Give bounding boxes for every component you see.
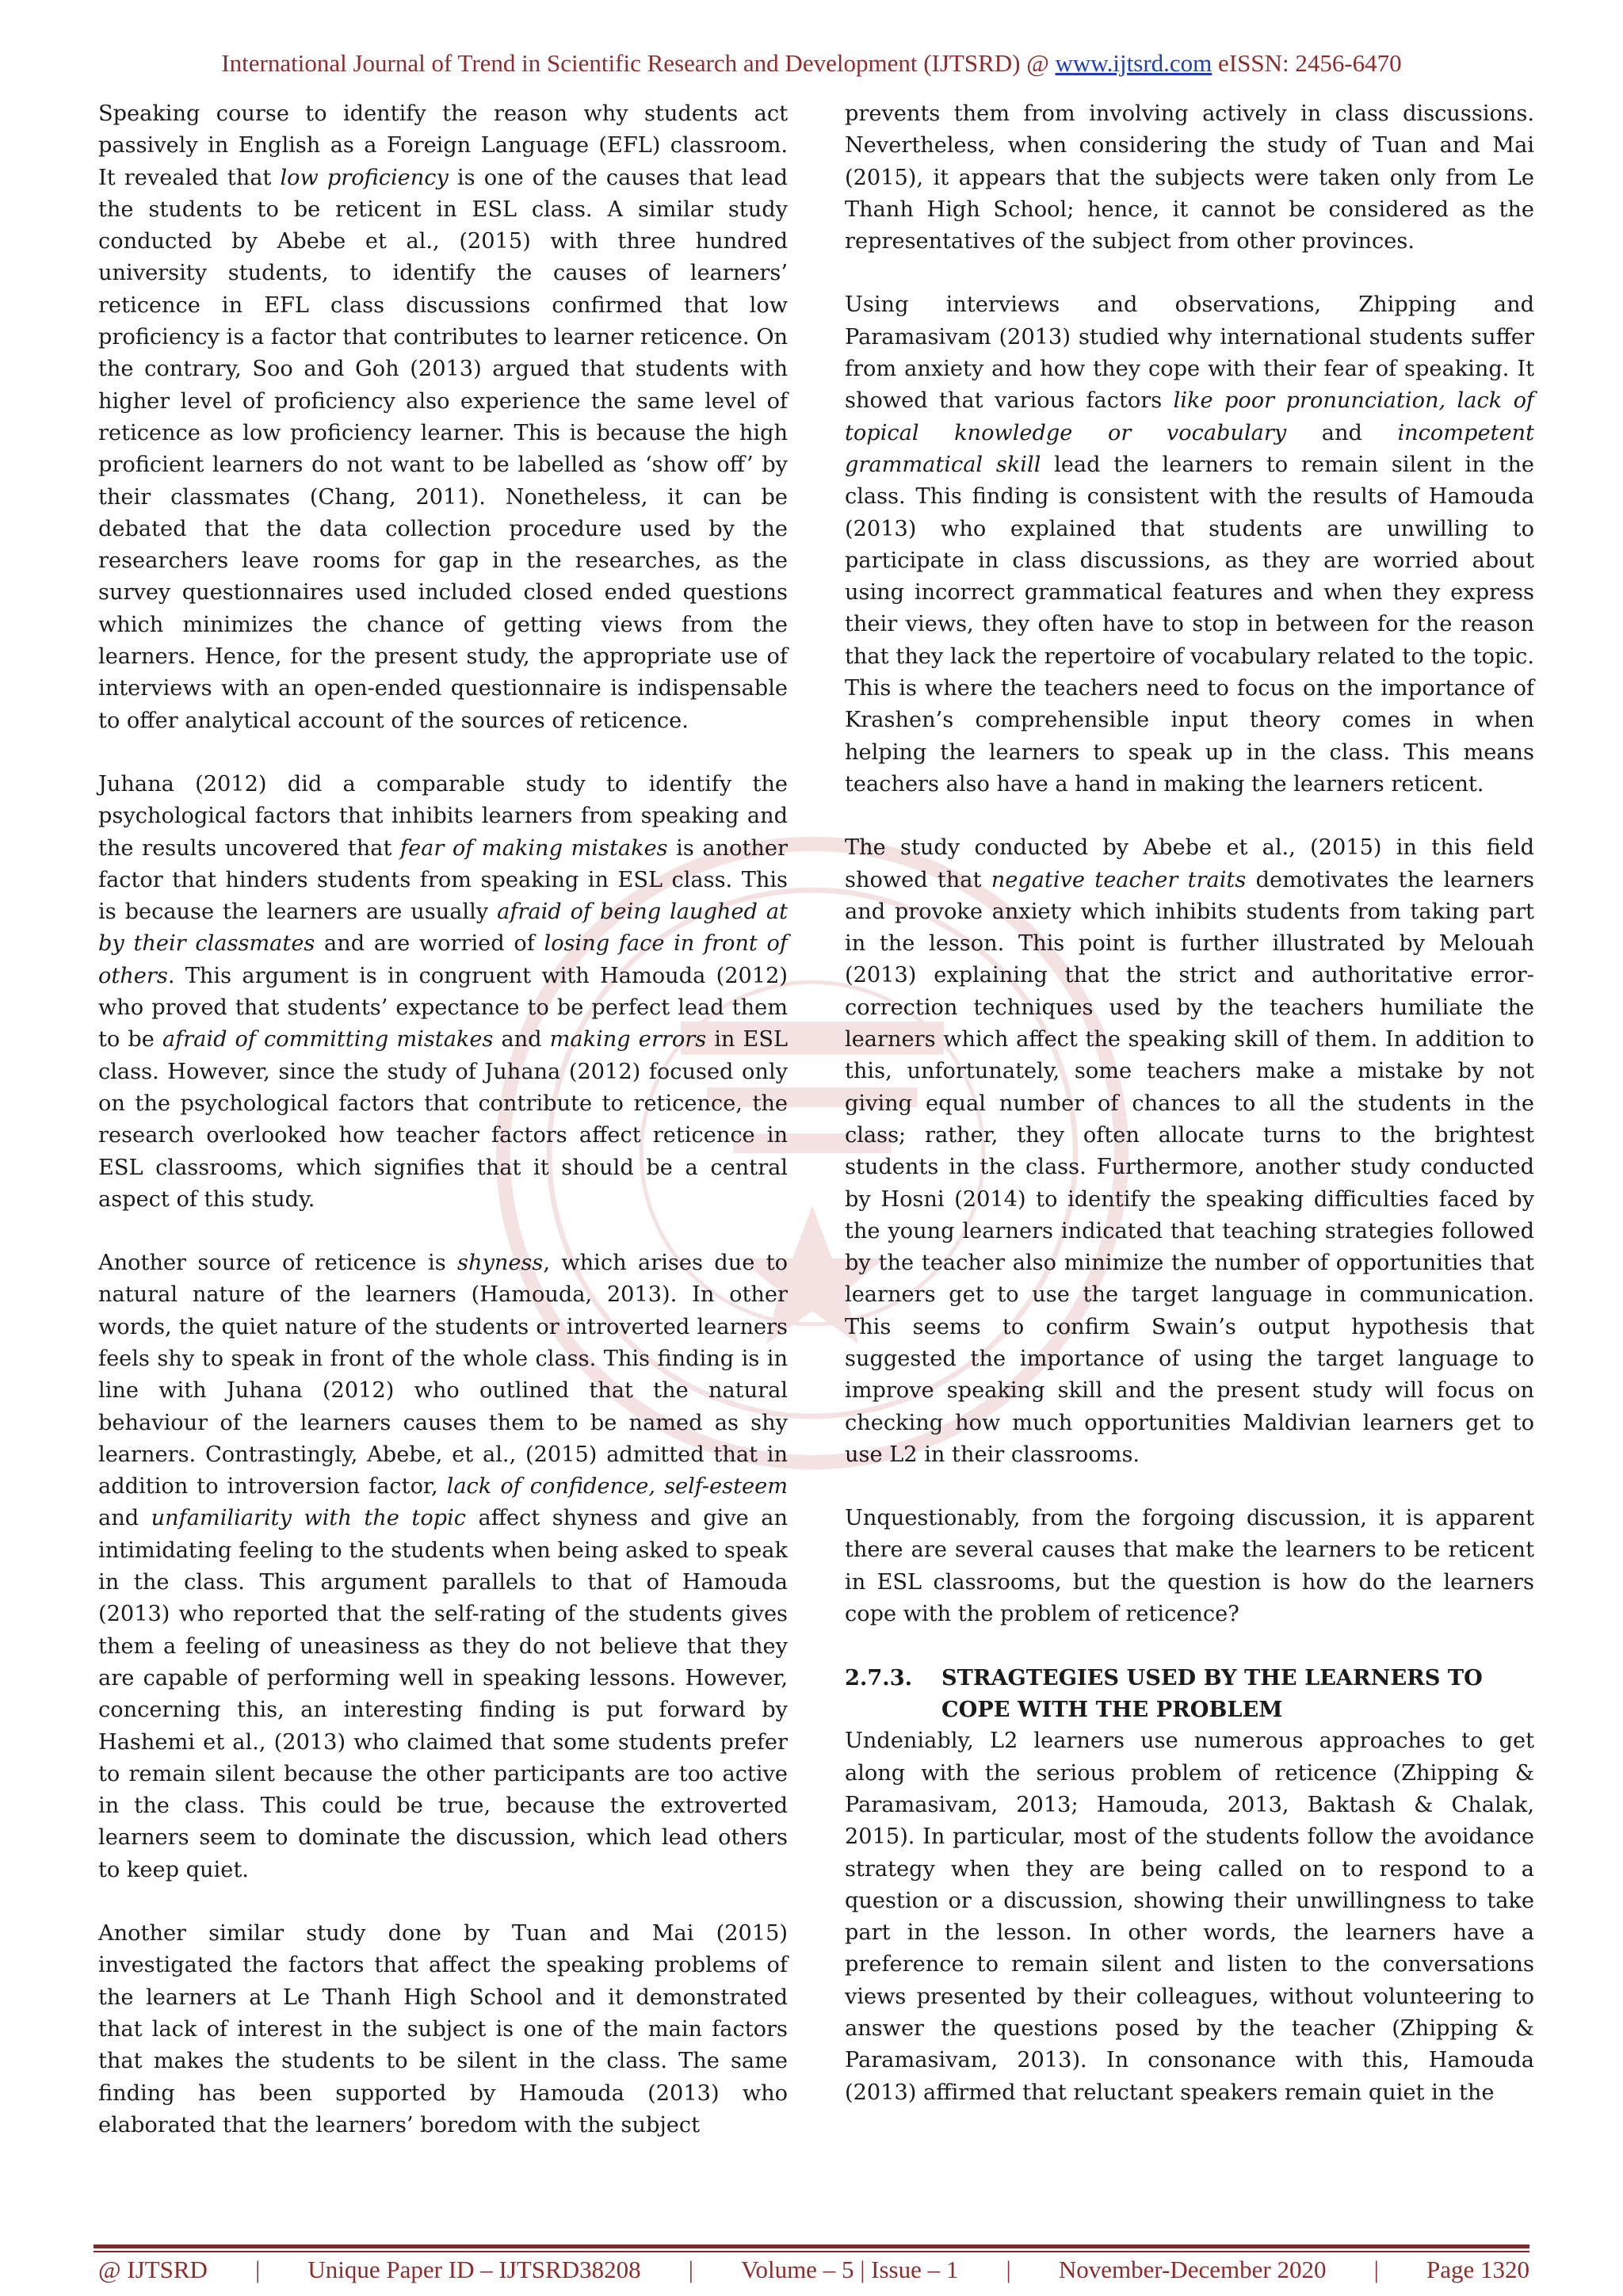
footer-separator: | xyxy=(1373,2256,1379,2283)
eissn: eISSN: 2456-6470 xyxy=(1218,49,1402,77)
footer-separator: | xyxy=(1006,2256,1011,2283)
paragraph: prevents them from involving actively in class discussions. Nevertheless, when considering the study of Tuan and Mai (2015), it appears that the subjects were taken only from Le Thanh High School; hence, it cannot be considered as the representatives of the subject from other provinces. xyxy=(845,101,1534,254)
paragraph: Another similar study done by Tuan and Mai (2015) investigated the factors that affect the speaking problems of the learners at Le Thanh High School and it demonstrated that lack of interest in the subject is one of the main factors that makes the students to be silent in the class. The same finding has been supported by Hamouda (2013) who elaborated that the learners’ boredom with the subject xyxy=(98,1921,788,2137)
footer-page-number: Page 1320 xyxy=(1426,2256,1529,2283)
footer-separator: | xyxy=(255,2256,261,2283)
footer-separator: | xyxy=(688,2256,693,2283)
footer-volume-issue: Volume – 5 | Issue – 1 xyxy=(741,2256,959,2283)
paragraph: Speaking course to identify the reason why students act passively in English as a Foreign Language (EFL) classroom. It revealed that low proficiency is one of the causes that lead the students to be reticent in ESL class. A similar study conducted by Abebe et al., (2015) with three hundred university students, to identify the causes of learners’ reticence in EFL class discussions confirmed that low proficiency is a factor that contributes to learner reticence. On the contrary, Soo and Goh (2013) argued that students with higher level of proficiency also experience the same level of reticence as low proficiency learner. This is because the high proficient learners do not want to be labelled as ‘show off’ by their classmates (Chang, 2011). Nonetheless, it can be debated that the data collection procedure used by the researchers leave rooms for gap in the researches, as the survey questionnaires used included closed ended questions which minimizes the chance of getting views from the learners. Hence, for the present study, the appropriate use of interviews with an open-ended questionnaire is indispensable to offer analytical account of the sources of reticence. xyxy=(98,101,788,733)
journal-url-link[interactable]: www.ijtsrd.com xyxy=(1055,49,1212,77)
footer-publisher: @ IJTSRD xyxy=(98,2256,208,2283)
paragraph: Another source of reticence is shyness, which arises due to natural nature of the learners (Hamouda, 2013). In other words, the quiet nature of the students or introverted learners feels shy to speak in front of the whole class. This finding is in line with Juhana (2012) who outlined that the natural behaviour of the learners causes them to be named as shy learners. Contrastingly, Abebe, et al., (2015) admitted that in addition to introversion factor, lack of confidence, self-esteem and unfamiliarity with the topic affect shyness and give an intimidating feeling to the students when being asked to speak in the class. This argument parallels to that of Hamouda (2013) who reported that the self-rating of the students gives them a feeling of uneasiness as they do not believe that they are capable of performing well in speaking lessons. However, concerning this, an interesting finding is put forward by Hashemi et al., (2013) who claimed that some students prefer to remain silent because the other participants are too active in the class. This could be true, because the extroverted learners seem to dominate the discussion, which lead others to keep quiet. xyxy=(98,1251,789,1882)
left-column xyxy=(98,98,788,2141)
footer-date: November-December 2020 xyxy=(1058,2256,1327,2283)
page-footer xyxy=(98,2256,1529,2284)
paragraph: Juhana (2012) did a comparable study to identify the psychological factors that inhibits learners from speaking and the results uncovered that fear of making mistakes is another factor that hinders students from speaking in ESL class. This is because the learners are usually afraid of being laughed at by their classmates and are worried of losing face in front of others. This argument is in congruent with Hamouda (2012) who proved that students’ expectance to be perfect lead them to be afraid of committing mistakes and making errors in ESL class. However, since the study of Juhana (2012) focused only on the psychological factors that contribute to reticence, the research overlooked how teacher factors affect reticence in ESL classrooms, which signifies that it should be a central aspect of this study. xyxy=(98,771,788,1212)
footer-rule-thin xyxy=(94,2251,1529,2252)
right-column xyxy=(845,98,1534,2109)
section-number: 2.7.3. xyxy=(845,1665,913,1691)
paragraph: Undeniably, L2 learners use numerous approaches to get along with the serious problem of reticence (Zhipping & Paramasivam, 2013; Hamouda, 2013, Baktash & Chalak, 2015). In particular, most of the students follow the avoidance strategy when they are being called on to respond to a question or a discussion, showing their unwillingness to take part in the lesson. In other words, the learners have a preference to remain silent and listen to the conversations views presented by their colleagues, without volunteering to answer the questions posed by the teacher (Zhipping & Paramasivam, 2013). In consonance with this, Hamouda (2013) affirmed that reluctant speakers remain quiet in the xyxy=(845,1729,1534,2105)
paragraph: Using interviews and observations, Zhipping and Paramasivam (2013) studied why international students suffer from anxiety and how they cope with their fear of speaking. It showed that various factors like poor pronunciation, lack of topical knowledge or vocabulary and incompetent grammatical skill lead the learners to remain silent in the class. This finding is consistent with the results of Hamouda (2013) who explained that students are unwilling to participate in class discussions, as they are worried about using incorrect grammatical features and when they express their views, they often have to stop in between for the reason that they lack the repertoire of vocabulary related to the topic. This is where the teachers need to focus on the importance of Krashen’s comprehensible input theory comes in when helping the learners to speak up in the class. This means teachers also have a hand in making the learners reticent. xyxy=(845,292,1534,797)
section-heading xyxy=(845,1662,1534,1725)
journal-name: International Journal of Trend in Scientific Research and Development (IJTSRD) @ xyxy=(221,49,1049,77)
paragraph: Unquestionably, from the forgoing discussion, it is apparent there are several causes that make the learners to be reticent in ESL classrooms, but the question is how do the learners cope with the problem of reticence? xyxy=(845,1506,1534,1627)
footer-rule xyxy=(94,2244,1529,2248)
section-title: STRAGTEGIES USED BY THE LEARNERS TO COPE WITH THE PROBLEM xyxy=(941,1665,1483,1723)
running-header xyxy=(0,49,1623,78)
paragraph: The study conducted by Abebe et al., (2015) in this field showed that negative teacher traits demotivates the learners and provoke anxiety which inhibits students from taking part in the lesson. This point is further illustrated by Melouah (2013) explaining that the strict and authoritative error-correction techniques used by the teachers humiliate the learners which affect the speaking skill of them. In addition to this, unfortunately, some teachers make a mistake by not giving equal number of chances to all the students in the class; rather, they often allocate turns to the brightest students in the class. Furthermore, another study conducted by Hosni (2014) to identify the speaking difficulties faced by the young learners indicated that teaching strategies followed by the teacher also minimize the number of opportunities that learners get to use the target language in communication. This seems to confirm Swain’s output hypothesis that suggested the importance of using the target language to improve speaking skill and the present study will focus on checking how much opportunities Maldivian learners get to use L2 in their classrooms. xyxy=(845,835,1534,1467)
footer-paper-id: Unique Paper ID – IJTSRD38208 xyxy=(307,2256,641,2283)
